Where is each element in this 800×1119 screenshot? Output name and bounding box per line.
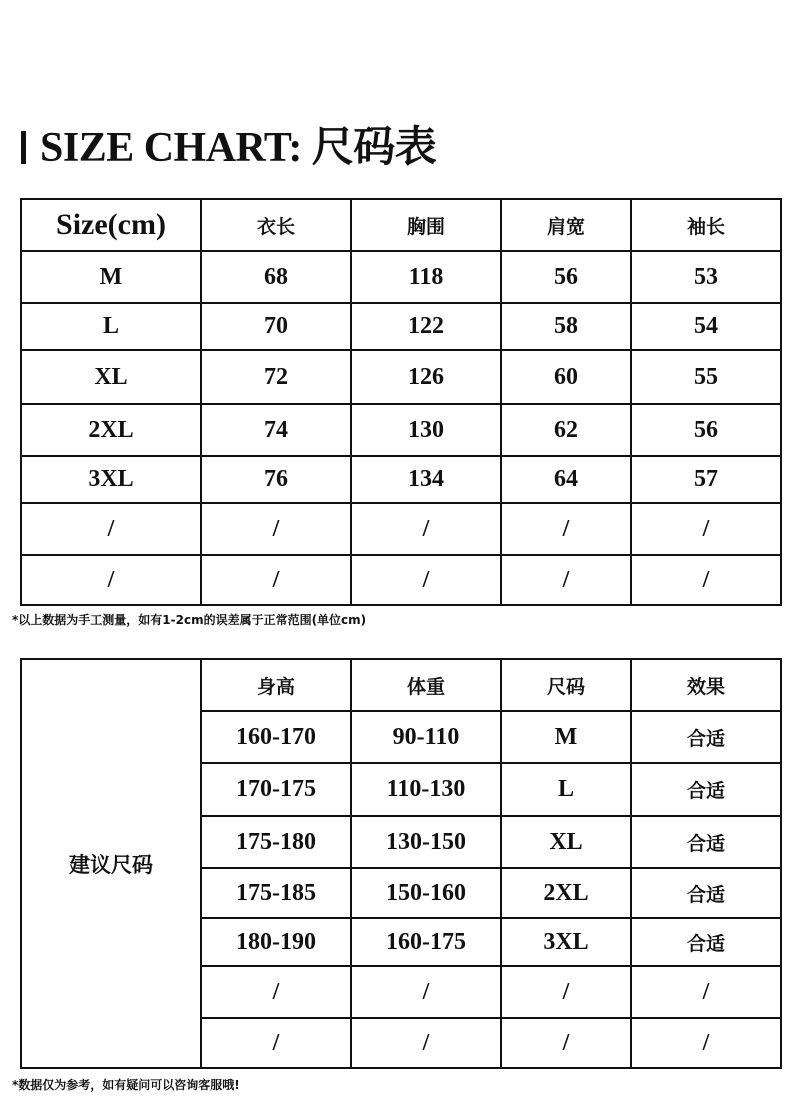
size-label-cell: 2XL	[21, 404, 201, 456]
measurement-cell: /	[631, 503, 781, 555]
size-cell: XL	[501, 816, 631, 868]
size-label-cell: XL	[21, 350, 201, 404]
measurement-cell: /	[501, 503, 631, 555]
measurement-cell: /	[501, 555, 631, 605]
fit-cell: 合适	[631, 763, 781, 816]
size-cell: 2XL	[501, 868, 631, 918]
size-column-header: Size(cm)	[21, 199, 201, 251]
measurement-cell: 60	[501, 350, 631, 404]
table-row	[21, 456, 781, 503]
measurement-cell: 118	[351, 251, 501, 303]
measurement-cell: 62	[501, 404, 631, 456]
table-row	[21, 404, 781, 456]
measurement-cell: /	[631, 555, 781, 605]
size-label-cell: M	[21, 251, 201, 303]
measurement-cell: 134	[351, 456, 501, 503]
size-label-cell: /	[21, 503, 201, 555]
table-row	[21, 350, 781, 404]
fit-cell: /	[631, 1018, 781, 1068]
size-header-row	[21, 199, 781, 251]
measurement-cell: /	[201, 555, 351, 605]
height-range-cell: 175-180	[201, 816, 351, 868]
measure-column-header: 肩宽	[501, 199, 631, 251]
measure-column-header: 袖长	[631, 199, 781, 251]
measurement-cell: 126	[351, 350, 501, 404]
measurement-cell: 68	[201, 251, 351, 303]
measurement-cell: 54	[631, 303, 781, 350]
table-row	[21, 251, 781, 303]
measurement-cell: 58	[501, 303, 631, 350]
size-label-cell: /	[21, 555, 201, 605]
recommend-column-header: 尺码	[501, 659, 631, 711]
measurement-cell: 53	[631, 251, 781, 303]
height-range-cell: 170-175	[201, 763, 351, 816]
size-cell: M	[501, 711, 631, 763]
height-range-cell: 175-185	[201, 868, 351, 918]
measurement-note: *以上数据为手工测量，如有1-2cm的误差属于正常范围(单位cm)	[12, 613, 367, 627]
recommend-header-row	[21, 659, 781, 711]
measure-column-header: 衣长	[201, 199, 351, 251]
height-range-cell: 160-170	[201, 711, 351, 763]
size-cell: L	[501, 763, 631, 816]
measurement-cell: 56	[631, 404, 781, 456]
measurement-cell: 76	[201, 456, 351, 503]
measurement-cell: 130	[351, 404, 501, 456]
measurement-cell: /	[351, 503, 501, 555]
weight-range-cell: /	[351, 1018, 501, 1068]
fit-cell: 合适	[631, 816, 781, 868]
size-label-cell: 3XL	[21, 456, 201, 503]
measurement-cell: 64	[501, 456, 631, 503]
fit-cell: 合适	[631, 711, 781, 763]
table-row	[21, 555, 781, 605]
weight-range-cell: /	[351, 966, 501, 1018]
size-label-cell: L	[21, 303, 201, 350]
reference-note: *数据仅为参考，如有疑问可以咨询客服哦!	[12, 1078, 240, 1092]
measurement-cell: 74	[201, 404, 351, 456]
measure-column-header: 胸围	[351, 199, 501, 251]
weight-range-cell: 90-110	[351, 711, 501, 763]
measurement-cell: 57	[631, 456, 781, 503]
weight-range-cell: 110-130	[351, 763, 501, 816]
height-range-cell: /	[201, 966, 351, 1018]
measurement-cell: 122	[351, 303, 501, 350]
measurement-cell: /	[201, 503, 351, 555]
fit-cell: 合适	[631, 918, 781, 966]
page-title: SIZE CHART: 尺码表	[40, 125, 437, 171]
measurement-cell: 56	[501, 251, 631, 303]
measurement-cell: 70	[201, 303, 351, 350]
weight-range-cell: 160-175	[351, 918, 501, 966]
recommend-column-header: 体重	[351, 659, 501, 711]
recommended-size-table	[20, 658, 782, 1069]
weight-range-cell: 130-150	[351, 816, 501, 868]
size-cell: /	[501, 1018, 631, 1068]
height-range-cell: 180-190	[201, 918, 351, 966]
height-range-cell: /	[201, 1018, 351, 1068]
recommend-column-header: 身高	[201, 659, 351, 711]
size-cell: /	[501, 966, 631, 1018]
recommended-size-label: 建议尺码	[21, 659, 201, 1068]
measurement-cell: /	[351, 555, 501, 605]
table-row	[21, 303, 781, 350]
measurement-cell: 55	[631, 350, 781, 404]
title-accent-bar	[21, 131, 26, 164]
measurement-cell: 72	[201, 350, 351, 404]
recommend-column-header: 效果	[631, 659, 781, 711]
weight-range-cell: 150-160	[351, 868, 501, 918]
fit-cell: 合适	[631, 868, 781, 918]
size-chart-table	[20, 198, 782, 606]
size-cell: 3XL	[501, 918, 631, 966]
table-row	[21, 503, 781, 555]
fit-cell: /	[631, 966, 781, 1018]
